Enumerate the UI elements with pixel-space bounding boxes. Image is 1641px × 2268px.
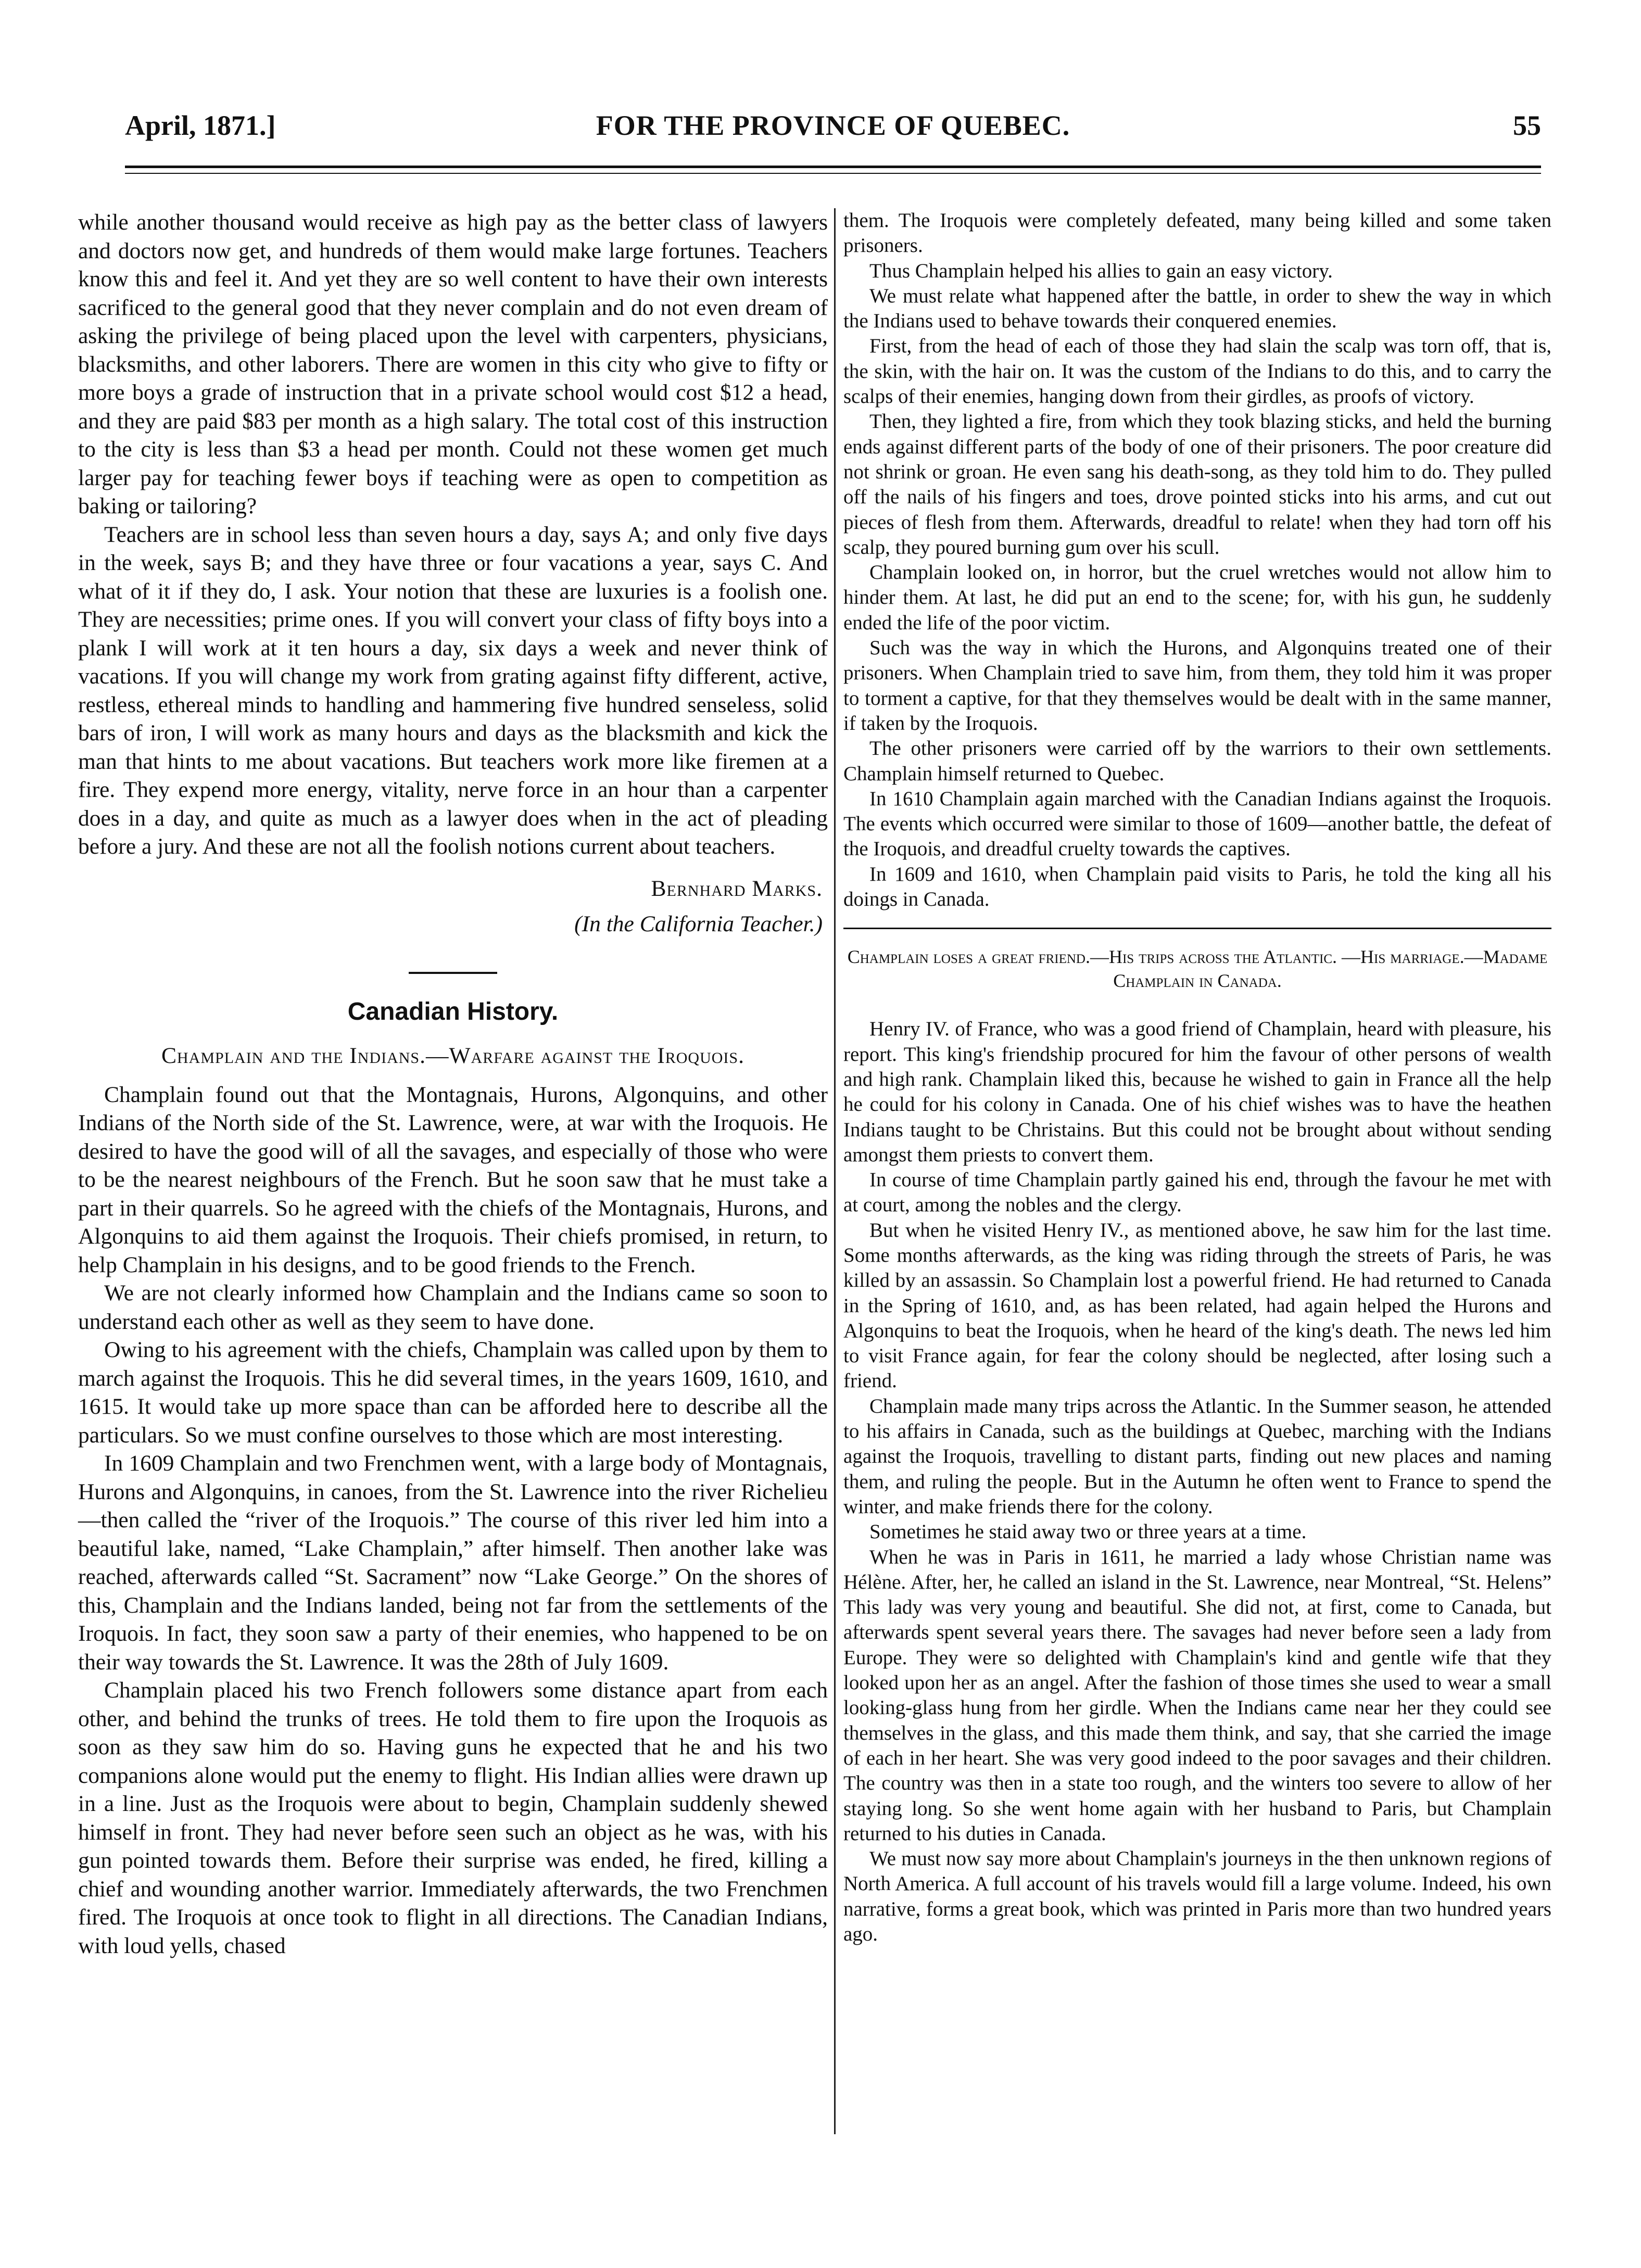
right-column [843,208,1551,1947]
header-date: April, 1871.] [125,110,276,141]
section-divider [409,972,497,974]
paragraph: Such was the way in which the Hurons, and Algonquins treated one of their prisoners. When Champlain tried to save him, from them, they told him it was proper to torment a captive, for that they themselves would be dealt with in the same manner, if taken by the Iroquois. [843,637,1551,734]
paragraph: First, from the head of each of those they had slain the scalp was torn off, that is, the skin, with the hair on. It was the custom of the Indians to do this, and to carry the scalps of their enemies, hanging down from their girdles, as proofs of victory. [843,335,1551,408]
paragraph: Champlain found out that the Montagnais, Hurons, Algonquins, and other Indians of the North side of the St. Lawrence, were, at war with the Iroquois. He desired to have the good will of all the savages, and especially of those who were to be the nearest neighbours of the French. But he soon saw that he must take a part in their quarrels. So he agreed with the chiefs of the Montagnais, Hurons, and Algonquins to aid them against the Iroquois. Their chiefs promised, in return, to help Champlain in his designs, and to be good friends to the French. [78,1082,828,1277]
paragraph: Thus Champlain helped his allies to gain an easy victory. [869,259,1333,282]
section-divider [843,928,1551,929]
paragraph: We are not clearly informed how Champlain and the Indians came so soon to understand each other as well as they seem to have done. [78,1281,828,1334]
paragraph: Teachers are in school less than seven hours a day, says A; and only five days in the week, says B; and they have three or four vacations a year, says C. And what of it if they do, I ask. Your notion that these are luxuries is a foolish one. They are necessities; prime ones. If you will convert your class of fifty boys into a plank I will work at it ten hours a day, six days a week and never think of vacations. If you will change my work from grating against fifty different, active, restless, ethereal minds to handling and hammering five hundred senseless, solid bars of iron, I will work as many hours and days as the blacksmith and kick the man that hints to me about vacations. But teachers work more like firemen at a fire. They expend more energy, vitality, nerve force in an hour than a carpenter does in a day, and quite as much as a lawyer does when in the act of pleading before a jury. And these are not all the foolish notions current about teachers. [78,522,828,859]
paragraph: while another thousand would receive as high pay as the better class of lawyers and doctors now get, and hundreds of them would make large fortunes. Teachers know this and feel it. And yet they are so well content to have their own interests sacrificed to the general good that they never complain and do not even dream of asking the privilege of being placed upon the level with carpenters, physicians, blacksmiths, and other laborers. There are women in this city who give to fifty or more boys a grade of instruction that in a private school would cost $12 a head, and they are paid $83 per month as a high salary. The total cost of this instruction to the city is less than $3 a head per month. Could not these women get much larger pay for teaching fewer boys if teaching were as open to competition as baking or tailoring? [78,210,828,518]
paragraph: In 1609 and 1610, when Champlain paid visits to Paris, he told the king all his doings in Canada. [843,863,1551,911]
paragraph: Henry IV. of France, who was a good friend of Champlain, heard with pleasure, his report. This king's friendship procured for him the favour of other persons of wealth and high rank. Champlain liked this, because he wished to gain in France all the help he could for his colony in Canada. One of his chief wishes was to have the heathen Indians taught to be Christains. But this could not be brought about without sending amongst them priests to convert them. [843,1018,1551,1166]
paragraph: The other prisoners were carried off by the warriors to their own settlements. Champlain himself returned to Quebec. [843,737,1551,785]
paragraph: But when he visited Henry IV., as mentioned above, he saw him for the last time. Some months afterwards, as the king was riding through the streets of Paris, he was killed by an assassin. So Champlain lost a powerful friend. He had returned to Canada in the Spring of 1610, and, as has been related, had again helped the Hurons and Algonquins to beat the Iroquois, when he heard of the king's death. The news led him to visit France again, for fear the colony should be neglected, after losing such a friend. [843,1219,1551,1392]
header-title: FOR THE PROVINCE OF QUEBEC. [596,110,1070,141]
section-title: Canadian History. [347,997,559,1025]
source-citation: (In the California Teacher.) [574,911,823,936]
page-number: 55 [1513,110,1541,141]
paragraph: Champlain made many trips across the Atlantic. In the Summer season, he attended to his affairs in Canada, such as the buildings at Quebec, marching with the Indians against the Iroquois, travelling to distant parts, finding out new places and naming them, and ruling the people. But in the Autumn he often went to France to spend the winter, and make friends there for the colony. [843,1395,1551,1518]
section-subheading: Champlain and the Indians.—Warfare against the Iroquois. [161,1043,744,1068]
paragraph: In 1609 Champlain and two Frenchmen went, with a large body of Montagnais, Hurons and Algonquins, in canoes, from the St. Lawrence into the river Richelieu—then called the “river of the Iroquois.” The course of this river led him into a beautiful lake, named, “Lake Champlain,” after himself. Then another lake was reached, afterwards called “St. Sacrament” now “Lake George.” On the shores of this, Champlain and the Indians landed, being not far from the settlements of the Iroquois. In fact, they soon saw a party of their enemies, who happened to be on their way towards the St. Lawrence. It was the 28th of July 1609. [78,1451,828,1675]
paragraph: In 1610 Champlain again marched with the Canadian Indians against the Iroquois. The events which occurred were similar to those of 1609—another battle, the defeat of the Iroquois, and dreadful cruelty towards the captives. [843,787,1551,860]
section-subheading: Champlain loses a great friend.—His trips across the Atlantic. —His marriage.—Madame Champlain in Canada. [847,946,1548,992]
paragraph: We must now say more about Champlain's journeys in the then unknown regions of North America. A full account of his travels would fill a large volume. Indeed, his own narrative, forms a great book, which was printed in Paris more than two hundred years ago. [843,1847,1551,1945]
paragraph: In course of time Champlain partly gained his end, through the favour he met with at court, among the nobles and the clergy. [843,1169,1551,1217]
paragraph: When he was in Paris in 1611, he married a lady whose Christian name was Hélène. After, her, he called an island in the St. Lawrence, near Montreal, “St. Helens” This lady was very young and beautiful. She did not, at first, come to Canada, but afterwards spent several years there. The savages had never before seen a lady from Europe. They were so delighted with Champlain's kind and gentle wife that they looked upon her as an angel. After the fashion of those times she used to wear a small looking-glass hung from her girdle. When the Indians came near her they could see themselves in the glass, and this made them think, and say, that she carried the image of each in her heart. She was very good indeed to the poor savages and their children. The country was then in a state too rough, and the winters too severe to allow of her staying long. So she went home again with her husband to Paris, but Champlain returned to his duties in Canada. [843,1545,1551,1845]
header-rule-thick [125,166,1541,168]
page-header [125,109,1541,151]
column-divider [834,208,836,2134]
author-signature: Bernhard Marks. [651,876,823,901]
paragraph: Then, they lighted a fire, from which they took blazing sticks, and held the burning ends against different parts of the body of one of their prisoners. The poor creature did not shrink or groan. He even sang his death-song, as they told him to do. They pulled off the nails of his fingers and toes, drove pointed sticks into his arms, and cut out pieces of flesh from them. Afterwards, dreadful to relate! when they had torn off his scalp, they poured burning gum over his scull. [843,410,1551,559]
header-rule-thin [125,173,1541,174]
left-column [78,208,828,1960]
paragraph: Champlain looked on, in horror, but the cruel wretches would not allow him to hinder them. At last, he did put an end to the scene; for, with his gun, he suddenly ended the life of the poor victim. [843,561,1551,634]
paragraph: Sometimes he staid away two or three years at a time. [869,1521,1307,1543]
paragraph: them. The Iroquois were completely defeated, many being killed and some taken prisoners. [843,209,1551,257]
paragraph: Owing to his agreement with the chiefs, Champlain was called upon by them to march against the Iroquois. This he did several times, in the years 1609, 1610, and 1615. It would take up more space than can be afforded here to describe all the particulars. So we must confine ourselves to those which are most interesting. [78,1337,828,1448]
paragraph: Champlain placed his two French followers some distance apart from each other, and behind the trunks of trees. He told them to fire upon the Iroquois as soon as they saw him do so. Having guns he expected that he and his two companions alone would put the enemy to flight. His Indian allies were drawn up in a line. Just as the Iroquois were about to begin, Champlain suddenly shewed himself in front. They had never before seen such an object as he was, with his gun pointed towards them. Before their surprise was ended, he fired, killing a chief and wounding another warrior. Immediately afterwards, the two Frenchmen fired. The Iroquois at once took to flight in all directions. The Canadian Indians, with loud yells, chased [78,1678,828,1958]
paragraph: We must relate what happened after the battle, in order to shew the way in which the Indians used to behave towards their conquered enemies. [843,284,1551,333]
